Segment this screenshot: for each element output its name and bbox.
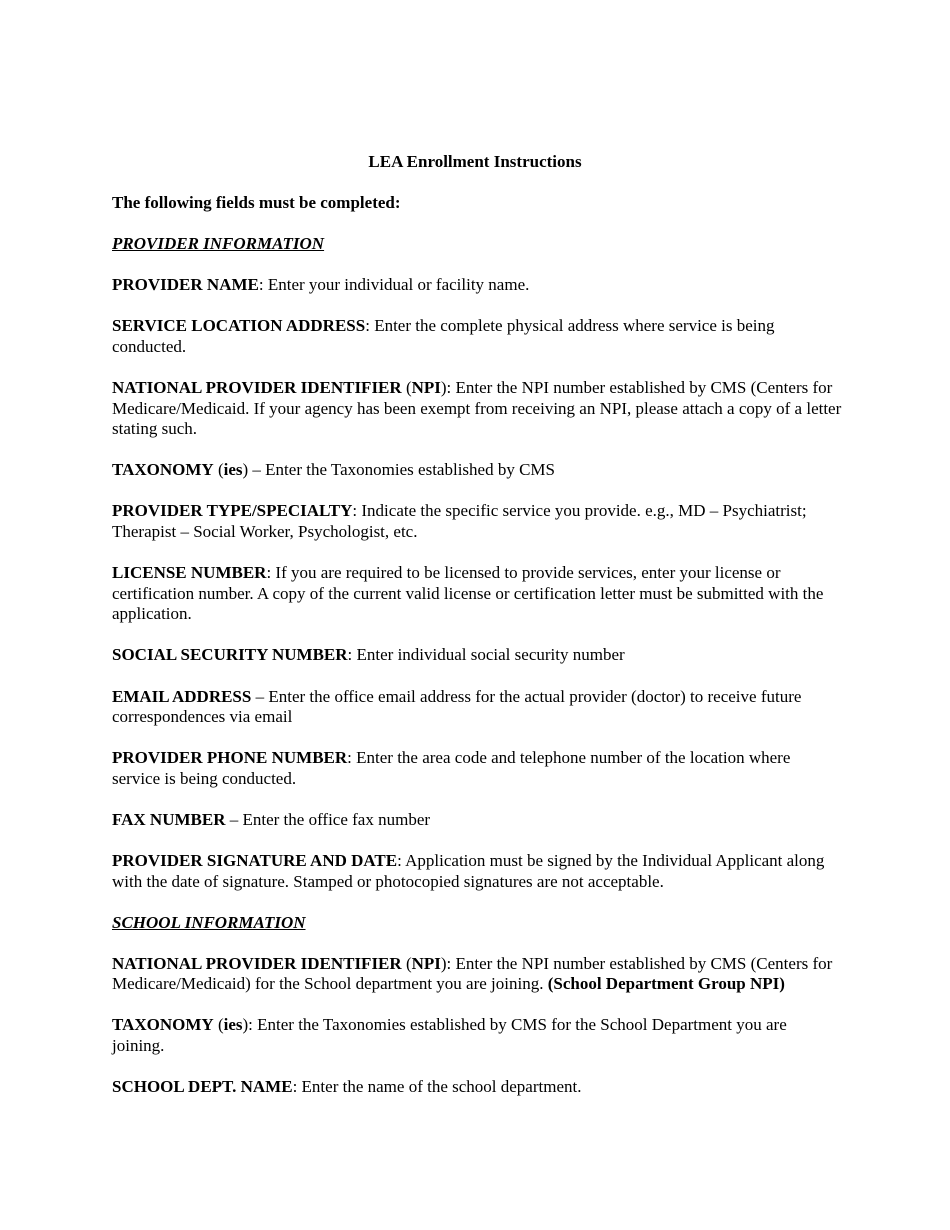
field-social-security-number	[112, 645, 842, 666]
field-license-number	[112, 563, 842, 625]
field-paren: (	[213, 460, 224, 480]
field-paren: (	[401, 378, 412, 398]
field-provider-signature-and-date	[112, 851, 842, 892]
intro-text: The following fields must be completed:	[112, 193, 401, 213]
field-label: SERVICE LOCATION ADDRESS	[112, 316, 366, 336]
field-description: ) – Enter the Taxonomies established by CMS	[242, 460, 555, 480]
field-description: : Enter the name of the school department.	[292, 1077, 582, 1097]
field-label-suffix: ies	[223, 460, 243, 480]
field-label: PROVIDER SIGNATURE AND DATE	[112, 850, 398, 870]
field-bold-note: (School Department Group NPI)	[547, 974, 785, 994]
field-school-dept-name	[112, 1077, 842, 1098]
section-heading-school-information: SCHOOL INFORMATION	[112, 912, 306, 932]
field-label: PROVIDER TYPE/SPECIALTY	[112, 501, 353, 521]
field-national-provider-identifier	[112, 378, 842, 440]
field-description: : Indicate the specific service you provide. e.g., MD – Psychiatrist; Therapist – Social Worker, Psychologist, etc.	[112, 501, 807, 542]
field-description: ): Enter the NPI number established by CMS (Centers for Medicare/Medicaid. If your agency has been exempt from receiving an NPI, please attach a copy of a letter stating such.	[112, 378, 842, 439]
field-provider-phone-number	[112, 748, 842, 789]
field-description: ): Enter the Taxonomies established by CMS for the School Department you are joining.	[112, 1015, 787, 1056]
field-school-taxonomy	[112, 1015, 842, 1056]
field-label: FAX NUMBER	[112, 809, 226, 829]
field-label-abbrev: NPI	[411, 378, 441, 398]
field-fax-number	[112, 810, 842, 831]
field-description: : If you are required to be licensed to provide services, enter your license or certification number. A copy of the current valid license or certification letter must be submitted with the application.	[112, 563, 824, 624]
field-paren: (	[213, 1015, 224, 1035]
field-label: NATIONAL PROVIDER IDENTIFIER	[112, 953, 402, 973]
field-provider-name	[112, 275, 842, 296]
field-service-location-address	[112, 316, 842, 357]
field-description: ): Enter the NPI number established by CMS (Centers for Medicare/Medicaid) for the School department you are joining.	[112, 953, 833, 994]
document-title: LEA Enrollment Instructions	[368, 152, 582, 171]
field-description: : Enter your individual or facility name.	[258, 275, 530, 295]
field-description: : Enter individual social security number	[347, 645, 625, 665]
document-page	[112, 152, 842, 1118]
field-label: NATIONAL PROVIDER IDENTIFIER	[112, 378, 402, 398]
field-label: TAXONOMY	[112, 460, 214, 480]
field-label: SCHOOL DEPT. NAME	[112, 1077, 293, 1097]
field-label: PROVIDER PHONE NUMBER	[112, 748, 348, 768]
field-email-address	[112, 687, 842, 728]
field-label-abbrev: NPI	[411, 953, 441, 973]
field-label: SOCIAL SECURITY NUMBER	[112, 645, 348, 665]
field-label-suffix: ies	[223, 1015, 243, 1035]
field-provider-type-specialty	[112, 501, 842, 542]
section-heading-provider-information: PROVIDER INFORMATION	[112, 234, 325, 254]
field-description: : Enter the complete physical address where service is being conducted.	[112, 316, 775, 356]
field-label: PROVIDER NAME	[112, 275, 259, 295]
field-school-national-provider-identifier	[112, 954, 842, 995]
field-paren: (	[401, 953, 412, 973]
field-description: – Enter the office email address for the actual provider (doctor) to receive future correspondences via email	[112, 686, 802, 727]
field-taxonomy	[112, 460, 842, 481]
field-label: EMAIL ADDRESS	[112, 686, 252, 706]
field-description: : Application must be signed by the Individual Applicant along with the date of signature. Stamped or photocopied signatures are not acceptable.	[112, 850, 825, 891]
field-description: : Enter the area code and telephone number of the location where service is being conducted.	[112, 748, 791, 788]
field-label: TAXONOMY	[112, 1015, 214, 1035]
field-description: – Enter the office fax number	[225, 809, 431, 829]
field-label: LICENSE NUMBER	[112, 563, 267, 583]
